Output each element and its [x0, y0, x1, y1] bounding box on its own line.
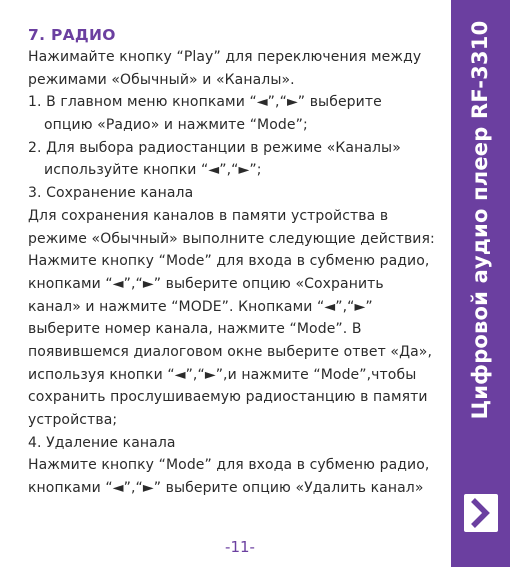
body-line: Нажмите кнопку “Mode” для входа в субменю радио,	[28, 457, 430, 474]
body-line: Нажимайте кнопку “Play” для переключения между	[28, 49, 422, 65]
next-page-button[interactable]	[464, 494, 498, 532]
body-line: режимами «Обычный» и «Каналы».	[28, 71, 295, 88]
list-item: 2. Для выбора радиостанции в режиме «Каналы»	[28, 139, 401, 156]
body-line: сохранить прослушиваемую радиостанцию в памяти	[28, 389, 428, 406]
body-line: Нажмите кнопку “Mode” для входа в субменю радио,	[28, 253, 430, 270]
body-line: Для сохранения каналов в памяти устройства в	[28, 207, 389, 224]
body-line: выберите номер канала, нажмите “Mode”. В	[28, 321, 362, 338]
page-number: -11-	[225, 538, 255, 556]
list-item-continuation: опцию «Радио» и нажмите “Mode”;	[44, 117, 308, 134]
page-content	[28, 24, 440, 500]
section-title: 7. РАДИО	[28, 26, 116, 44]
body-line: появившемся диалоговом окне выберите ответ «Да»,	[28, 343, 432, 360]
list-item: 3. Сохранение канала	[28, 185, 194, 202]
list-item-continuation: используйте кнопки “◄”,“►”;	[44, 162, 262, 179]
list-item: 4. Удаление канала	[28, 434, 176, 451]
body-line: канал» и нажмите “MODE”. Кнопками “◄”,“►”	[28, 298, 373, 315]
body-line: устройства;	[28, 412, 118, 428]
chevron-right-icon	[470, 497, 492, 529]
list-item: 1. В главном меню кнопками “◄”,“►” выберите	[28, 94, 382, 111]
body-line: используя кнопки “◄”,“►”,и нажмите “Mode”,чтобы	[28, 366, 417, 383]
body-line: кнопками “◄”,“►” выберите опцию «Удалить канал»	[28, 480, 424, 497]
body-line: режиме «Обычный» выполните следующие действия:	[28, 230, 435, 247]
product-title: Цифровой аудио плеер RF-3310	[468, 20, 492, 420]
sidebar	[451, 0, 510, 567]
body-line: кнопками “◄”,“►” выберите опцию «Сохранить	[28, 275, 384, 292]
